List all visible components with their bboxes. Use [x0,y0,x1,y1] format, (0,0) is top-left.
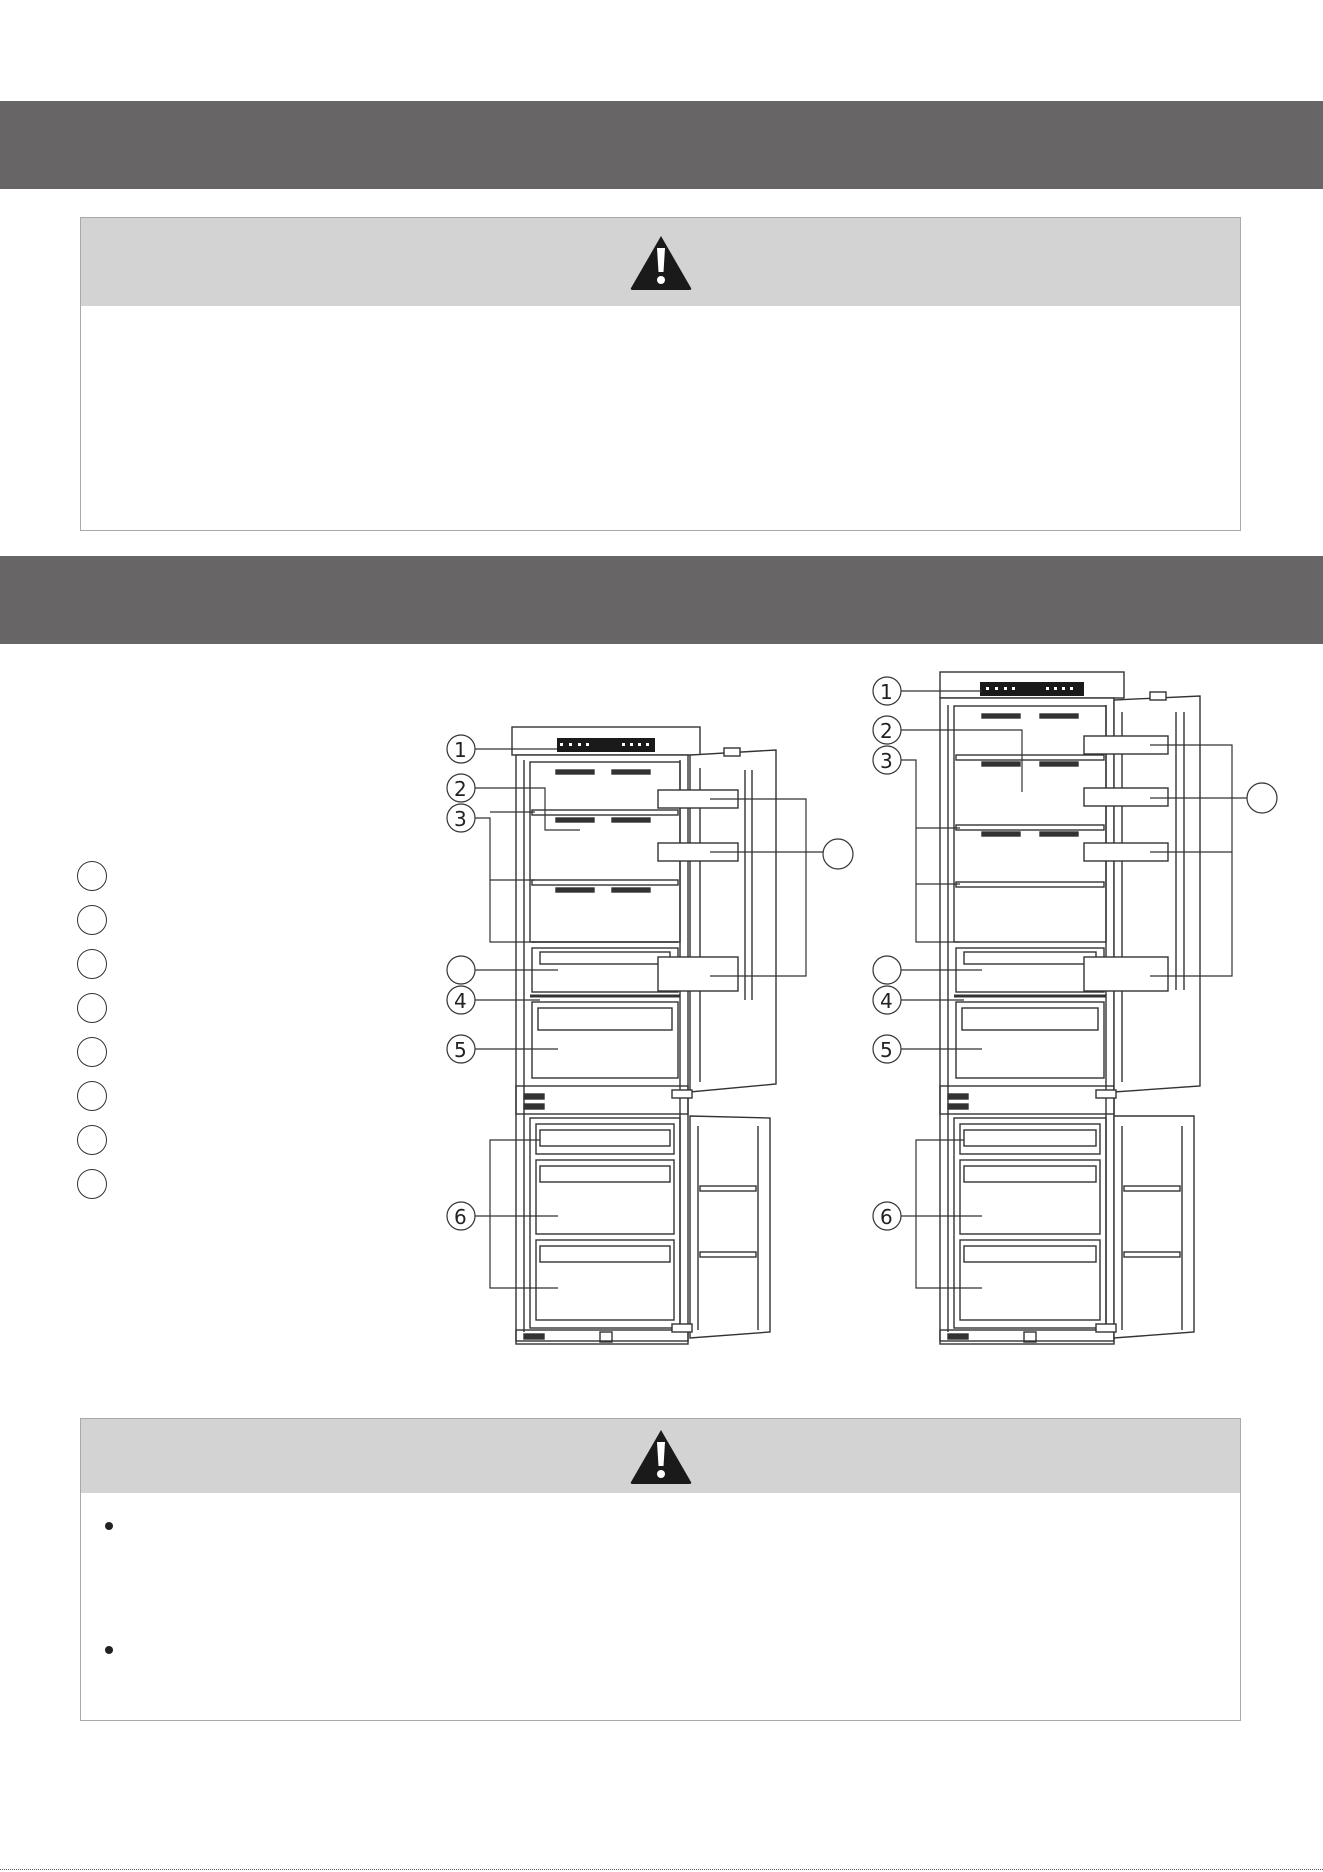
callout-number: 5 [880,1038,893,1062]
page-bottom-rule [0,1869,1323,1870]
bullet-point [105,1522,113,1530]
caution-box-header [81,1419,1240,1493]
callout-number: 4 [454,989,467,1013]
callout-number: 5 [454,1038,467,1062]
callout-number: 6 [880,1205,893,1229]
callout-number: 2 [454,777,467,801]
fridge-left [512,727,776,1344]
fridge-right [940,672,1200,1344]
callout-number: 1 [880,680,893,704]
bullet-point [105,1646,113,1654]
callout-number: 3 [454,807,467,831]
warning-triangle-icon [629,1428,693,1486]
callout-number: 2 [880,719,893,743]
callout-number: 3 [880,749,893,773]
caution-box [80,1418,1241,1721]
callout-number: 1 [454,738,467,762]
callout-number: 6 [454,1205,467,1229]
callout-number: 4 [880,989,893,1013]
